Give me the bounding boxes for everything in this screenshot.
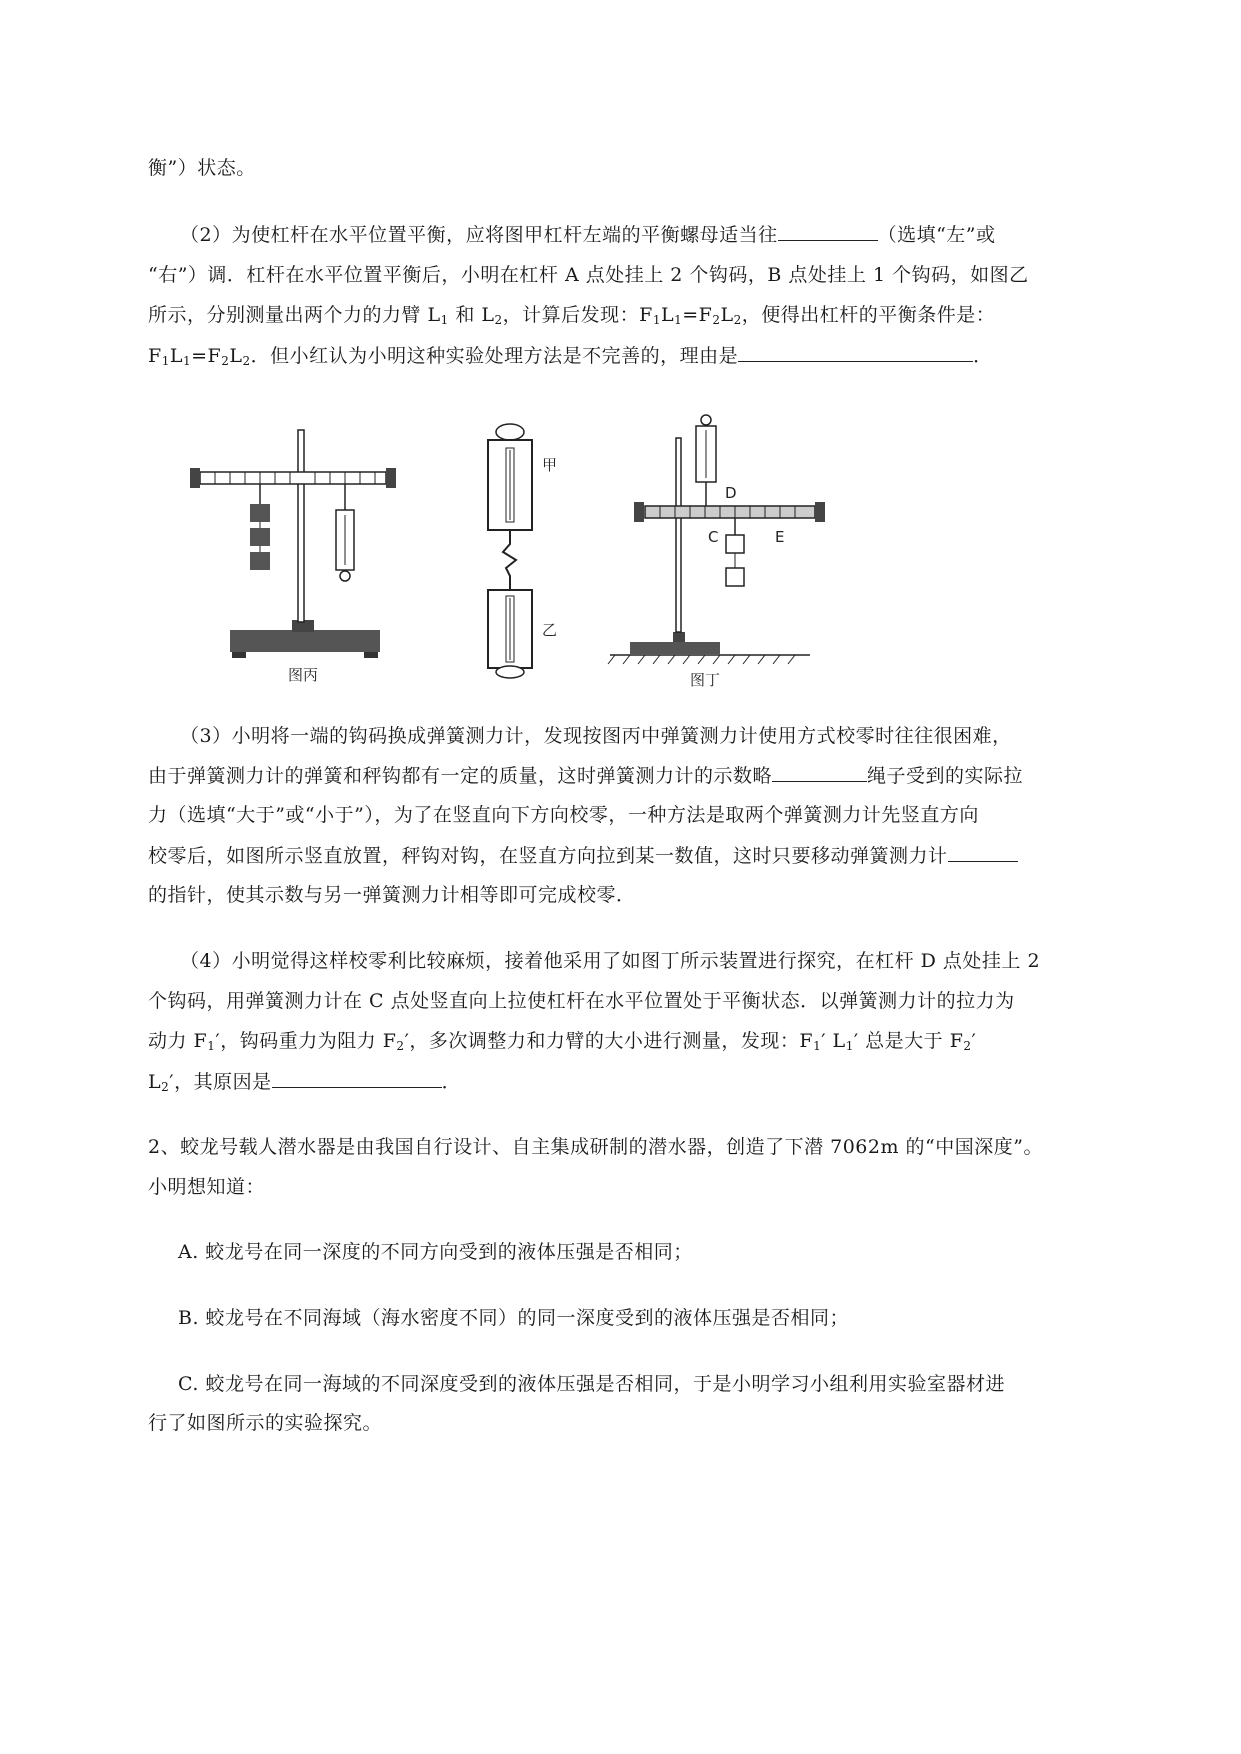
p2-text: 所示，分别测量出两个力的力臂 L	[148, 304, 441, 326]
p2-line2: “右”）调．杠杆在水平位置平衡后，小明在杠杆 A 点处挂上 2 个钩码，B 点处挂上 1 个钩码，如图乙	[148, 264, 1029, 286]
p4-text: ′ 总是大于 F	[853, 1030, 964, 1052]
label-d: D	[725, 484, 737, 502]
p4-text: ′，其原因是	[169, 1071, 272, 1093]
weight	[726, 568, 744, 586]
stand-base	[230, 630, 380, 652]
p4-text: ′	[971, 1030, 977, 1052]
label-jia: 甲	[542, 456, 558, 474]
p4-text: ′ L	[821, 1030, 846, 1052]
p3-line1: （3）小明将一端的钩码换成弹簧测力计，发现按图丙中弹簧测力计使用方式校零时往往很困难，	[180, 725, 1012, 747]
p4-line3	[148, 1029, 976, 1058]
subscript: 2	[733, 313, 742, 327]
p2-line3	[148, 303, 995, 332]
p2-line4	[148, 343, 993, 373]
p3-line3: 力（选填“大于”或“小于”），为了在竖直向下方向校零，一种方法是取两个弹簧测力计先竖直方向	[148, 804, 979, 826]
p4-text: 动力 F	[148, 1030, 208, 1052]
p2-text: L	[660, 304, 675, 326]
weight	[726, 535, 744, 553]
subscript: 1	[652, 313, 661, 327]
subscript: 1	[161, 354, 170, 368]
p4-line2: 个钩码，用弹簧测力计在 C 点处竖直向上拉使杠杆在水平位置处于平衡状态．以弹簧测力计的拉力为	[148, 990, 1015, 1012]
p2-text: ．但小红认为小明这种实验处理方法是不完善的，理由是	[250, 345, 739, 367]
p2-text: L	[169, 345, 183, 367]
weight	[250, 552, 270, 570]
p2-text: ．	[973, 345, 993, 367]
p3-text: 校零后，如图所示竖直放置，秤钩对钩，在竖直方向拉到某一数值，这时只要移动弹簧测力计	[148, 845, 948, 867]
p2-text: （选填“左”或	[877, 224, 996, 246]
q2-option-a: A. 蛟龙号在同一深度的不同方向受到的液体压强是否相同；	[178, 1241, 693, 1263]
p2-text: =F	[682, 304, 713, 326]
subscript: 1	[440, 313, 449, 327]
weight	[250, 528, 270, 546]
subscript: 2	[963, 1039, 972, 1053]
continuation-line: 衡”）状态。	[148, 157, 256, 179]
subscript: 1	[674, 313, 683, 327]
p4-text: ′，钩码重力为阻力 F	[215, 1030, 397, 1052]
q2-option-c-line1: C. 蛟龙号在同一海域的不同深度受到的液体压强是否相同，于是小明学习小组利用实验室器材进	[178, 1373, 1005, 1395]
answer-blank-scale[interactable]	[948, 843, 1018, 862]
figure-ding	[600, 410, 840, 690]
p3-line5: 的指针，使其示数与另一弹簧测力计相等即可完成校零．	[148, 884, 636, 906]
p4-line4	[148, 1069, 461, 1099]
p3-line4	[148, 843, 1018, 868]
subscript: 1	[845, 1039, 854, 1053]
p2-text: =F	[191, 345, 222, 367]
subscript: 1	[207, 1039, 216, 1053]
answer-blank-compare[interactable]	[772, 763, 867, 782]
p2-line1	[180, 222, 996, 247]
weight	[250, 504, 270, 522]
p4-text: L	[148, 1071, 162, 1093]
subscript: 2	[242, 354, 251, 368]
subscript: 2	[396, 1039, 405, 1053]
label-yi: 乙	[542, 621, 558, 639]
caption-bing: 图丙	[288, 666, 319, 684]
subscript: 2	[221, 354, 230, 368]
subscript: 1	[813, 1039, 822, 1053]
p4-text: ．	[441, 1071, 462, 1093]
p4-line1: （4）小明觉得这样校零利比较麻烦，接着他采用了如图丁所示装置进行探究，在杠杆 D 点处挂上 2	[180, 950, 1041, 972]
p2-text: （2）为使杠杆在水平位置平衡，应将图甲杠杆左端的平衡螺母适当往	[180, 224, 778, 246]
p3-text: 由于弹簧测力计的弹簧和秤钩都有一定的质量，这时弹簧测力计的示数略	[148, 765, 773, 787]
label-c: C	[708, 528, 719, 546]
p2-text: ，便得出杠杆的平衡条件是：	[741, 304, 996, 326]
lever-bar	[200, 472, 386, 484]
p2-text: ，计算后发现：F	[502, 304, 653, 326]
p4-text: ′，多次调整力和力臂的大小进行测量，发现：F	[404, 1030, 814, 1052]
p2-text: L	[720, 304, 734, 326]
hook-pair	[503, 530, 516, 590]
caption-ding: 图丁	[690, 671, 721, 689]
subscript: 2	[494, 313, 503, 327]
p2-text: L	[229, 345, 243, 367]
answer-blank-reason[interactable]	[738, 343, 973, 362]
p2-text: 和 L	[448, 304, 495, 326]
p3-line2	[148, 763, 1023, 788]
q2-line2: 小明想知道：	[148, 1176, 266, 1198]
subscript: 1	[182, 354, 192, 368]
answer-blank-direction[interactable]	[778, 222, 878, 241]
p3-text: 绳子受到的实际拉	[867, 765, 1024, 787]
subscript: 2	[161, 1080, 170, 1094]
stand-pole	[298, 430, 304, 622]
figure-bing	[180, 410, 400, 690]
figure-calibration	[470, 420, 570, 680]
answer-blank-cause[interactable]	[272, 1069, 442, 1088]
stand-base	[630, 642, 720, 654]
p2-text: F	[148, 345, 162, 367]
q2-option-c-line2: 行了如图所示的实验探究。	[148, 1412, 383, 1434]
q2-option-b: B. 蛟龙号在不同海域（海水密度不同）的同一深度受到的液体压强是否相同；	[178, 1307, 850, 1329]
q2-line1: 2、蛟龙号载人潜水器是由我国自行设计、自主集成研制的潜水器，创造了下潜 7062m 的“中国深度”。	[148, 1136, 1043, 1158]
subscript: 2	[712, 313, 721, 327]
stand-pole	[676, 438, 681, 632]
lever-bar	[645, 506, 815, 518]
label-e: E	[775, 528, 785, 546]
